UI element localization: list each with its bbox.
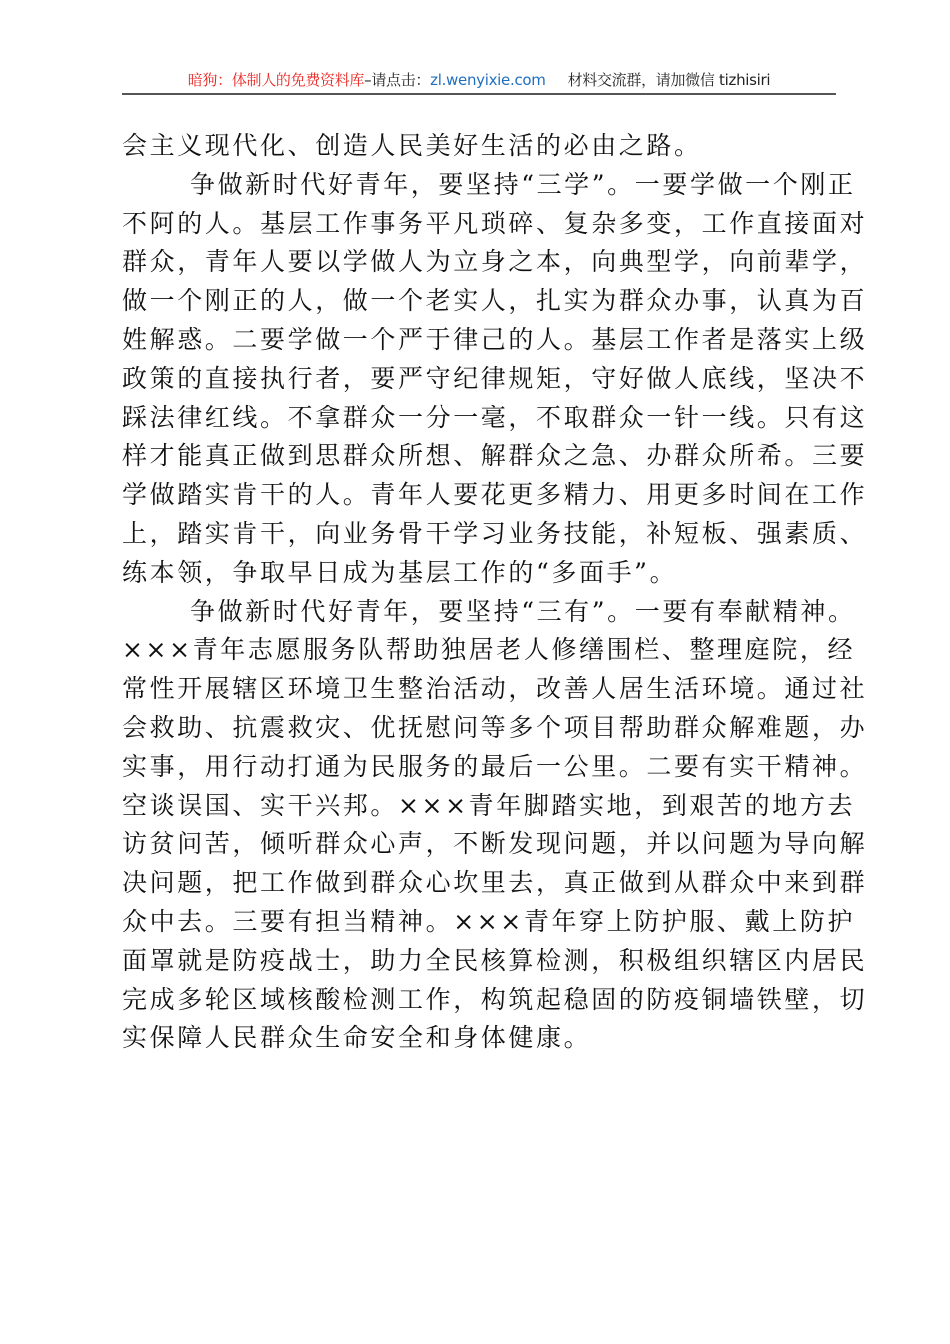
paragraph: [122, 166, 868, 593]
text-line: 政策的直接执行者，要严守纪律规矩，守好做人底线，坚决不: [122, 363, 868, 393]
text-line: ×××青年志愿服务队帮助独居老人修缮围栏、整理庭院，经: [122, 635, 856, 665]
header-link[interactable]: zl.wenyixie.com: [430, 71, 546, 89]
text-line: 学做踏实肯干的人。青年人要花更多精力、用更多时间在工作: [122, 480, 868, 510]
text-line: 上，踏实肯干，向业务骨干学习业务技能，补短板、强素质、: [122, 518, 868, 548]
text-line: 争做新时代好青年，要坚持“三学”。一要学做一个刚正: [190, 169, 856, 199]
paragraph: [122, 593, 868, 1059]
text-line: 实保障人民群众生命安全和身体健康。: [122, 1023, 592, 1053]
text-line: 访贫问苦，倾听群众心声，不断发现问题，并以问题为导向解: [122, 829, 868, 859]
page-header: [122, 68, 836, 92]
text-line: 常性开展辖区环境卫生整治活动，改善人居生活环境。通过社: [122, 674, 868, 704]
text-line: 实事，用行动打通为民服务的最后一公里。二要有实干精神。: [122, 751, 868, 781]
text-line: 不阿的人。基层工作事务平凡琐碎、复杂多变，工作直接面对: [122, 208, 868, 238]
paragraph: [122, 127, 836, 166]
document-body: [122, 127, 868, 1058]
text-line: 姓解惑。二要学做一个严于律己的人。基层工作者是落实上级: [122, 324, 868, 354]
text-line: 众中去。三要有担当精神。×××青年穿上防护服、戴上防护: [122, 906, 856, 936]
text-line: 面罩就是防疫战士，助力全民核算检测，积极组织辖区内居民: [122, 945, 868, 975]
text-line: 会主义现代化、创造人民美好生活的必由之路。: [122, 131, 702, 160]
text-line: 争做新时代好青年，要坚持“三有”。一要有奉献精神。: [190, 596, 856, 626]
text-line: 踩法律红线。不拿群众一分一毫，不取群众一针一线。只有这: [122, 402, 868, 432]
text-line: 完成多轮区域核酸检测工作，构筑起稳固的防疫铜墙铁壁，切: [122, 984, 868, 1014]
header-divider: [122, 93, 836, 95]
text-line: 决问题，把工作做到群众心坎里去，真正做到从群众中来到群: [122, 868, 868, 898]
header-contact: 材料交流群，请加微信 tizhisiri: [567, 71, 771, 89]
text-line: 做一个刚正的人，做一个老实人，扎实为群众办事，认真为百: [122, 286, 868, 316]
header-brand: 暗狗：体制人的免费资料库: [187, 71, 365, 89]
text-line: 群众，青年人要以学做人为立身之本，向典型学，向前辈学，: [122, 247, 868, 277]
text-line: 会救助、抗震救灾、优抚慰问等多个项目帮助群众解难题，办: [122, 712, 868, 742]
text-line: 练本领，争取早日成为基层工作的“多面手”。: [122, 557, 678, 587]
header-prompt: –请点击：: [364, 71, 431, 89]
text-line: 空谈误国、实干兴邦。×××青年脚踏实地，到艰苦的地方去: [122, 790, 856, 820]
text-line: 样才能真正做到思群众所想、解群众之急、办群众所希。三要: [122, 441, 868, 471]
